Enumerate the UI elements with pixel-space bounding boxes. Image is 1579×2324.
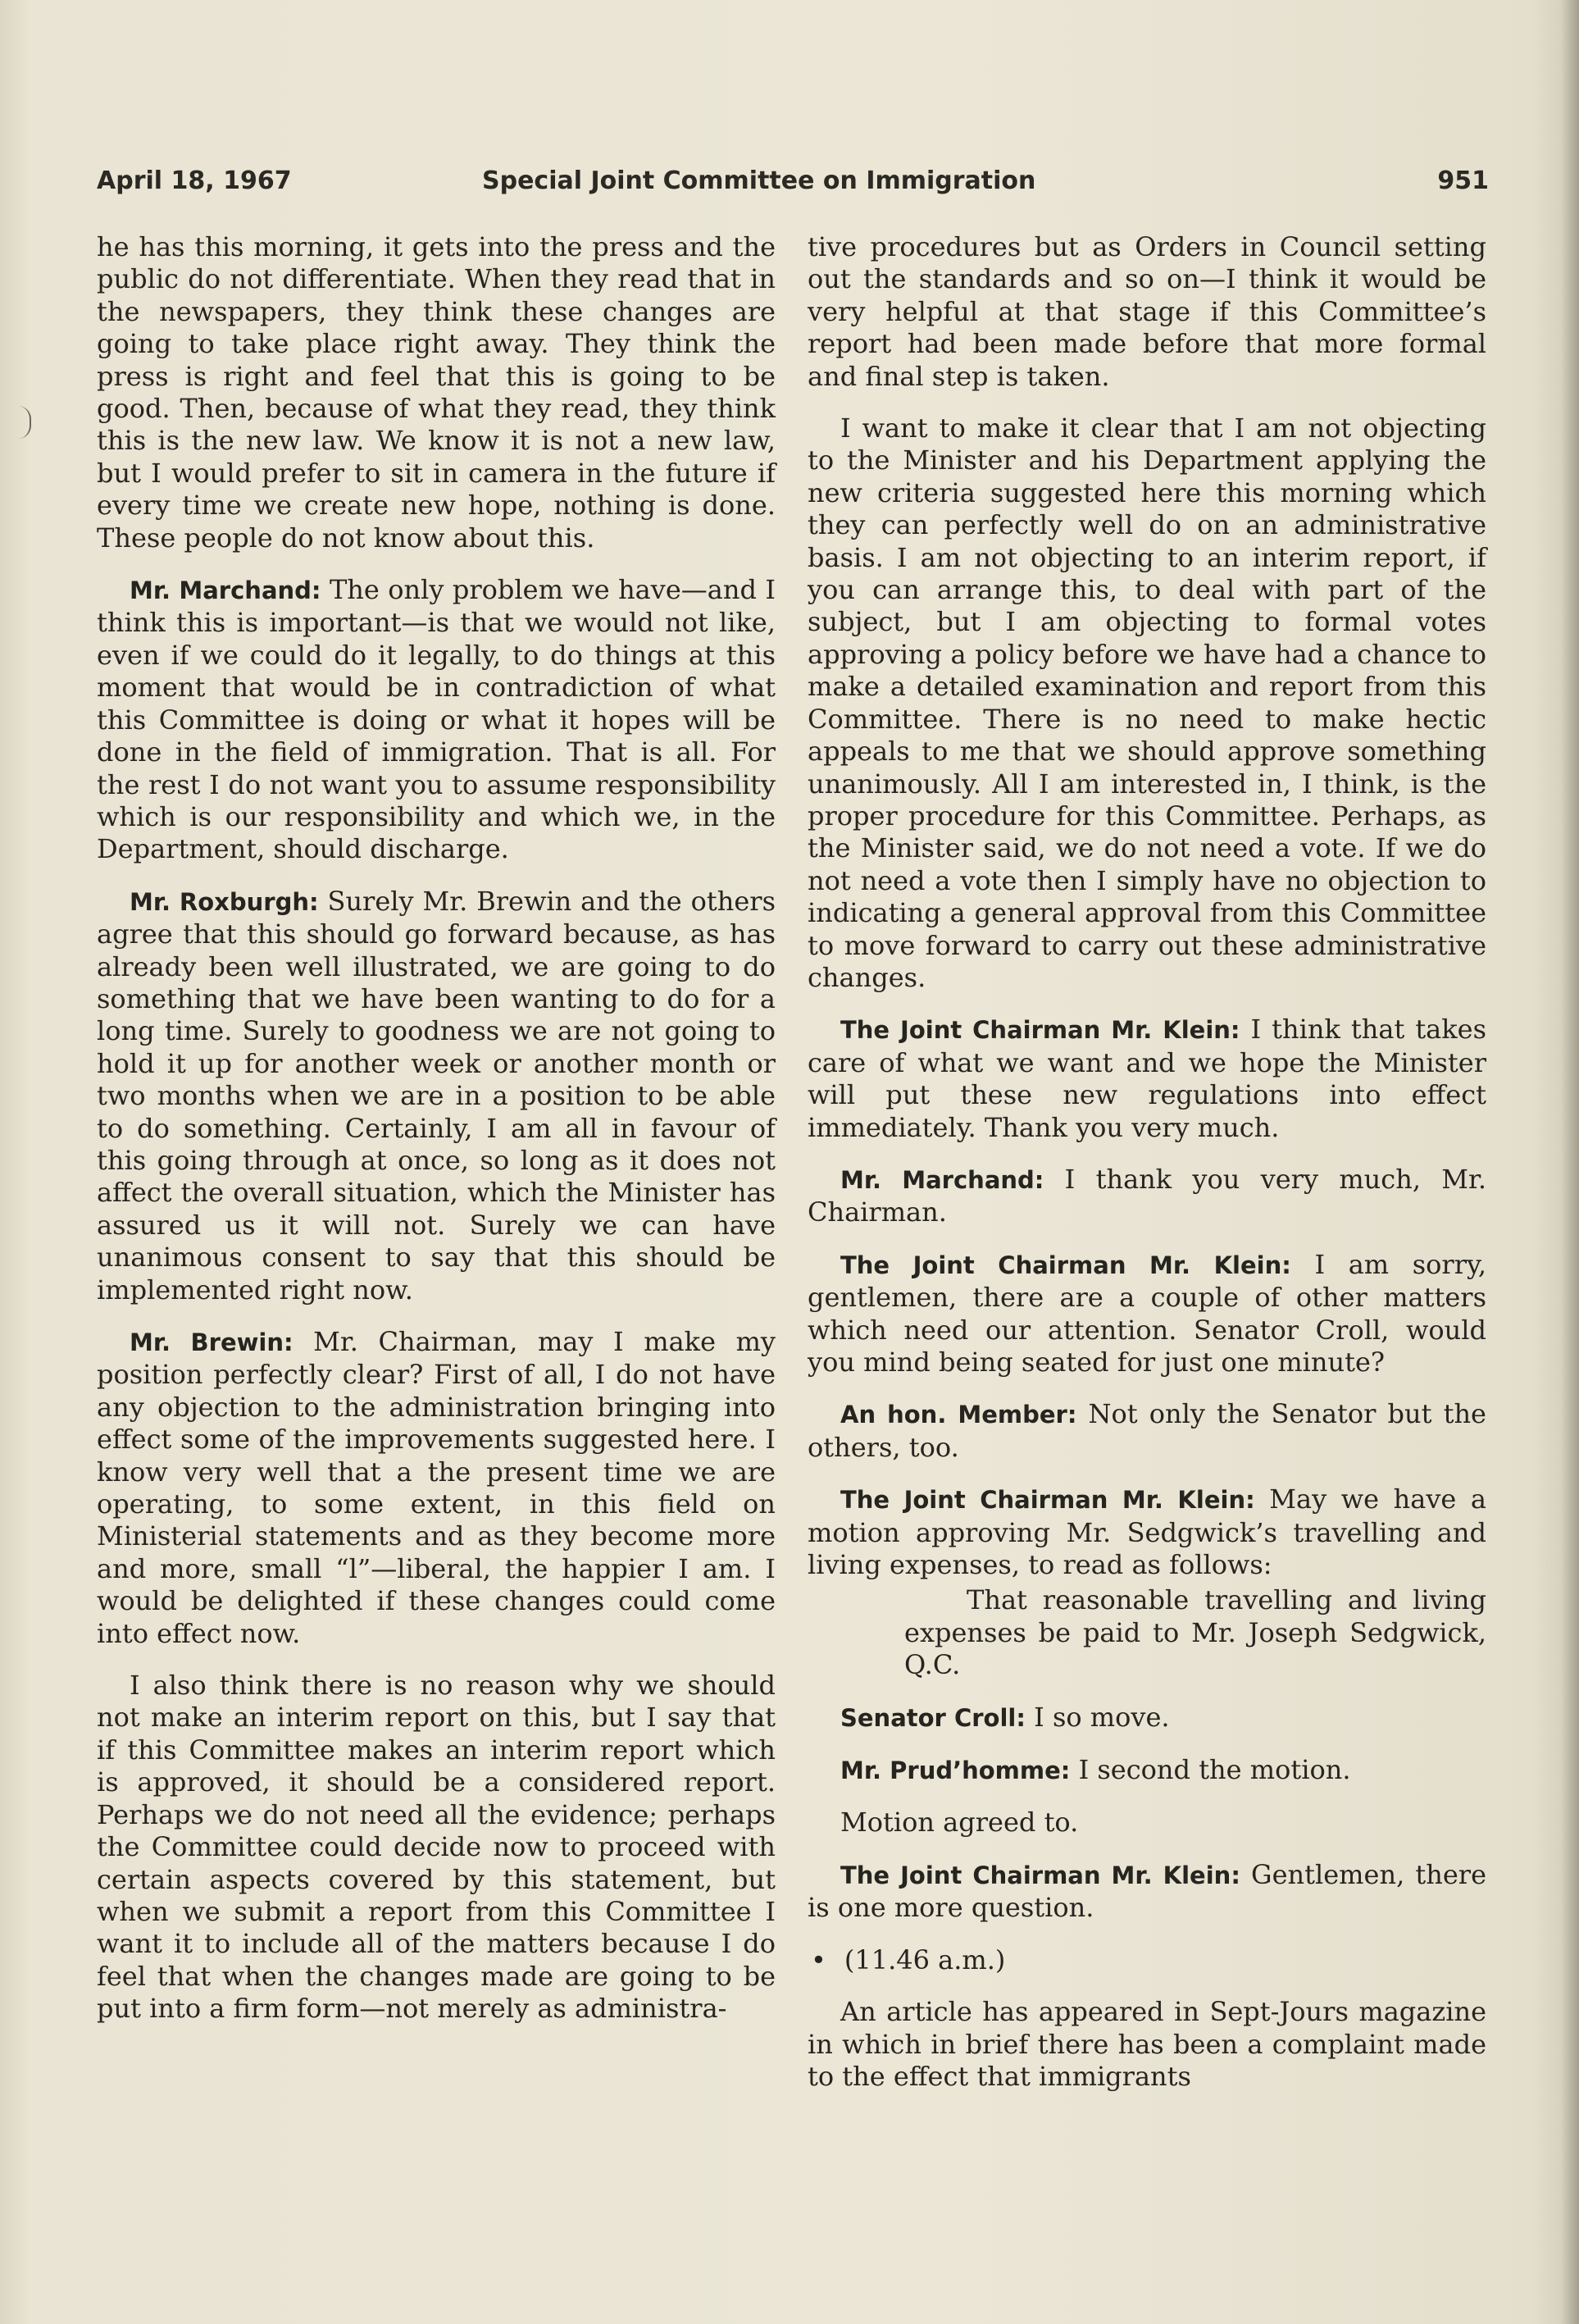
speaker-name: Senator Croll:: [840, 1703, 1026, 1732]
speech-paragraph: [808, 1164, 1486, 1229]
speech-paragraph: [808, 1859, 1486, 1925]
speaker-name: Mr. Roxburgh:: [130, 887, 319, 916]
speech-paragraph: [808, 1398, 1486, 1464]
speech-text: The only problem we have—and I think this is important—is that we would not like, even if we could do it legally, to do things at this moment that would be in contradiction of what this Committee is doing or what it hopes will be done in the field of immigration. That is all. For the rest I do not want you to assume responsibility which is our responsibility and which we, in the Department, should discharge.: [97, 574, 776, 865]
speaker-name: Mr. Prud’homme:: [840, 1757, 1071, 1785]
paragraph: I also think there is no reason why we should not make an interim report on this, but I say that if this Committee makes an interim report which is approved, it should be a considered report. Perhaps we do not need all the evidence; perhaps the Committee could decide now to proceed with certain aspects covered by this statement, but when we submit a report from this Committee I want it to include all of the matters because I do feel that when the changes made are going to be put into a firm form—not merely as administra-: [97, 1670, 776, 2025]
paragraph: An article has appeared in Sept-Jours magazine in which in brief there has been a complaint made to the effect that immigrants: [808, 1996, 1486, 2092]
speech-paragraph: [808, 1702, 1486, 1734]
continued-paragraph: he has this morning, it gets into the press and the public do not differentiate. When they read that in the newspapers, they think these changes are going to take place right away. They think the press is right and feel that this is going to be good. Then, because of what they read, they think this is the new law. We know it is not a new law, but I would prefer to sit in camera in the future if every time we create new hope, nothing is done. These people do not know about this.: [97, 231, 776, 554]
speech-paragraph: [808, 1754, 1486, 1787]
bullet-marker: •: [811, 1944, 826, 1975]
page-number: 951: [1437, 166, 1489, 195]
speech-text: Not only the Senator but the others, too.: [808, 1398, 1486, 1463]
timestamp-text: (11.46 a.m.): [844, 1944, 1006, 1975]
running-header: [97, 166, 1489, 199]
header-date: April 18, 1967: [97, 166, 292, 195]
speech-paragraph: [97, 886, 776, 1306]
speaker-name: The Joint Chairman Mr. Klein:: [840, 1016, 1240, 1045]
margin-mark: [18, 406, 31, 439]
left-column: [97, 231, 776, 2045]
speech-text: I think that takes care of what we want and we hope the Minister will put these new regulations into effect immediately. Thank you very much.: [808, 1014, 1486, 1143]
speaker-name: Mr. Brewin:: [130, 1328, 294, 1356]
paragraph: I want to make it clear that I am not objecting to the Minister and his Department applying the new criteria suggested here this morning which they can perfectly well do on an administrative basis. I am not objecting to an interim report, if you can arrange this, to deal with part of the subject, but I am objecting to formal votes approving a policy before we have had a chance to make a detailed examination and report from this Committee. There is no need to make hectic appeals to me that we should approve something unanimously. All I am interested in, I think, is the proper procedure for this Committee. Perhaps, as the Minister said, we do not need a vote. If we do not need a vote then I simply have no objection to indicating a general approval from this Committee to move forward to carry out these administrative changes.: [808, 412, 1486, 993]
motion-quote: [808, 1584, 1486, 1681]
right-column: [808, 231, 1486, 2112]
paragraph: Motion agreed to.: [840, 1807, 1079, 1839]
speech-text: I thank you very much, Mr. Chairman.: [808, 1163, 1486, 1228]
speech-text: I so move.: [1025, 1701, 1170, 1733]
speaker-name: Mr. Marchand:: [130, 576, 321, 605]
page-edge-shadow: [1561, 0, 1579, 2324]
continued-paragraph: tive procedures but as Orders in Council setting out the standards and so on—I think it would be very helpful at that stage if this Committee’s report had been made before that more formal and final step is taken.: [808, 231, 1486, 392]
speaker-name: The Joint Chairman Mr. Klein:: [840, 1486, 1255, 1515]
speech-paragraph: [97, 574, 776, 866]
speech-text: I second the motion.: [1070, 1754, 1351, 1786]
speech-paragraph: [808, 1014, 1486, 1144]
quote-text: That reasonable travelling and living expenses be paid to Mr. Joseph Sedgwick, Q.C.: [904, 1584, 1486, 1681]
speaker-name: An hon. Member:: [840, 1401, 1077, 1429]
timestamp: [808, 1944, 1486, 1976]
speaker-name: Mr. Marchand:: [840, 1165, 1044, 1194]
speech-text: May we have a motion approving Mr. Sedgwick’s travelling and living expenses, to read as follows:: [808, 1483, 1486, 1581]
speech-paragraph: [808, 1483, 1486, 1581]
header-title: Special Joint Committee on Immigration: [482, 166, 1036, 195]
speaker-name: The Joint Chairman Mr. Klein:: [840, 1251, 1291, 1279]
speech-paragraph: [97, 1326, 776, 1650]
speaker-name: The Joint Chairman Mr. Klein:: [840, 1861, 1240, 1889]
speech-text: Surely Mr. Brewin and the others agree that this should go forward because, as has already been well illustrated, we are going to do something that we have been wanting to do for a long time. Surely to goodness we are not going to hold it up for another week or another month or two months when we are in a position to be able to do something. Certainly, I am all in favour of this going through at once, so long as it does not affect the overall situation, which the Minister has assured us it will not. Surely we can have unanimous consent to say that this should be implemented right now.: [97, 885, 776, 1306]
speech-text: Gentlemen, there is one more question.: [808, 1858, 1487, 1924]
speech-text: I am sorry, gentlemen, there are a couple of other matters which need our attention. Senator Croll, would you mind being seated for just one minute?: [808, 1248, 1487, 1378]
speech-text: Mr. Chairman, may I make my position perfectly clear? First of all, I do not have any objection to the administration bringing into effect some of the improvements suggested here. I know very well that a the present time we are operating, to some extent, in this field on Ministerial statements and as they become more and more, small “l”—liberal, the happier I am. I would be delighted if these changes could come into effect now.: [97, 1326, 776, 1649]
speech-paragraph: [808, 1249, 1486, 1379]
